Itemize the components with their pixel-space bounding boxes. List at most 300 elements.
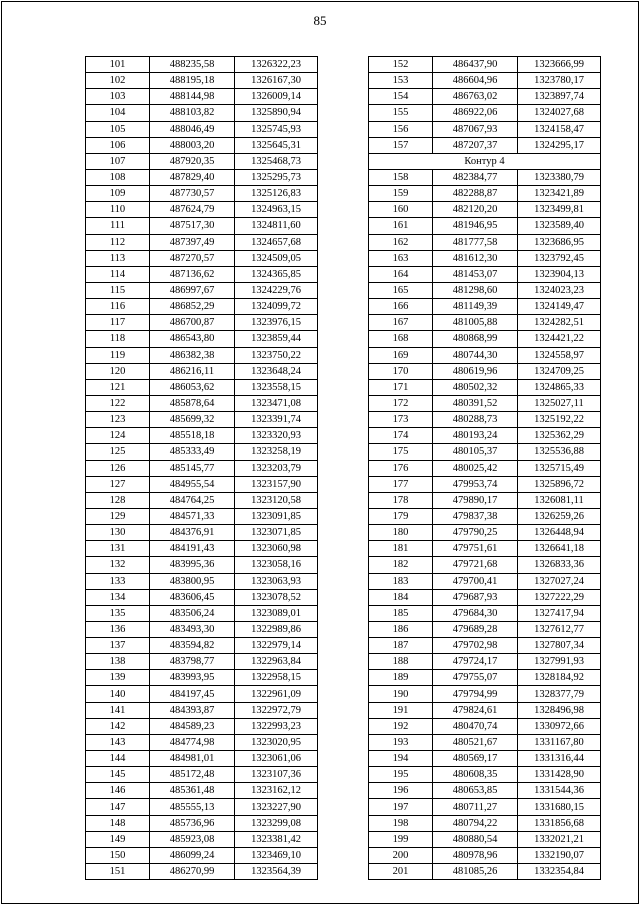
contour-header-cell: Контур 4 [369, 153, 601, 169]
y-coordinate-cell: 1323391,74 [235, 412, 318, 428]
point-number-cell: 168 [369, 331, 433, 347]
y-coordinate-cell: 1324709,25 [518, 363, 601, 379]
x-coordinate-cell: 485172,48 [150, 767, 235, 783]
table-row [369, 412, 601, 428]
point-number-cell: 167 [369, 315, 433, 331]
y-coordinate-cell: 1325715,49 [518, 460, 601, 476]
x-coordinate-cell: 480193,24 [433, 428, 518, 444]
table-row [369, 686, 601, 702]
y-coordinate-cell: 1323258,19 [235, 444, 318, 460]
contour-header-row [369, 153, 601, 169]
y-coordinate-cell: 1327807,34 [518, 638, 601, 654]
point-number-cell: 153 [369, 73, 433, 89]
table-row [369, 815, 601, 831]
point-number-cell: 189 [369, 670, 433, 686]
x-coordinate-cell: 486922,06 [433, 105, 518, 121]
y-coordinate-cell: 1324149,47 [518, 299, 601, 315]
x-coordinate-cell: 479702,98 [433, 638, 518, 654]
table-row [86, 331, 318, 347]
point-number-cell: 126 [86, 460, 150, 476]
y-coordinate-cell: 1323686,95 [518, 234, 601, 250]
table-row [369, 573, 601, 589]
y-coordinate-cell: 1323299,08 [235, 815, 318, 831]
x-coordinate-cell: 481612,30 [433, 250, 518, 266]
x-coordinate-cell: 486997,67 [150, 282, 235, 298]
table-row [86, 363, 318, 379]
point-number-cell: 118 [86, 331, 150, 347]
y-coordinate-cell: 1326009,14 [235, 89, 318, 105]
table-row [86, 89, 318, 105]
y-coordinate-cell: 1323381,42 [235, 831, 318, 847]
coordinate-table-right-body [369, 57, 601, 880]
table-row [86, 573, 318, 589]
table-row [369, 734, 601, 750]
table-row [86, 492, 318, 508]
point-number-cell: 106 [86, 137, 150, 153]
y-coordinate-cell: 1331428,90 [518, 767, 601, 783]
point-number-cell: 169 [369, 347, 433, 363]
y-coordinate-cell: 1328377,79 [518, 686, 601, 702]
table-row [369, 864, 601, 880]
y-coordinate-cell: 1328184,92 [518, 670, 601, 686]
table-row [369, 557, 601, 573]
x-coordinate-cell: 479700,41 [433, 573, 518, 589]
x-coordinate-cell: 486053,62 [150, 379, 235, 395]
table-row [369, 282, 601, 298]
point-number-cell: 120 [86, 363, 150, 379]
x-coordinate-cell: 480868,99 [433, 331, 518, 347]
point-number-cell: 172 [369, 395, 433, 411]
x-coordinate-cell: 480880,54 [433, 831, 518, 847]
point-number-cell: 107 [86, 153, 150, 169]
point-number-cell: 145 [86, 767, 150, 783]
x-coordinate-cell: 488195,18 [150, 73, 235, 89]
y-coordinate-cell: 1323471,08 [235, 395, 318, 411]
point-number-cell: 187 [369, 638, 433, 654]
point-number-cell: 102 [86, 73, 150, 89]
x-coordinate-cell: 488144,98 [150, 89, 235, 105]
point-number-cell: 119 [86, 347, 150, 363]
x-coordinate-cell: 485333,49 [150, 444, 235, 460]
x-coordinate-cell: 484981,01 [150, 751, 235, 767]
x-coordinate-cell: 481149,39 [433, 299, 518, 315]
point-number-cell: 183 [369, 573, 433, 589]
table-row [369, 831, 601, 847]
x-coordinate-cell: 486382,38 [150, 347, 235, 363]
y-coordinate-cell: 1323792,45 [518, 250, 601, 266]
x-coordinate-cell: 486270,99 [150, 864, 235, 880]
x-coordinate-cell: 483798,77 [150, 654, 235, 670]
point-number-cell: 104 [86, 105, 150, 121]
point-number-cell: 103 [86, 89, 150, 105]
table-row [369, 428, 601, 444]
x-coordinate-cell: 481946,95 [433, 218, 518, 234]
point-number-cell: 144 [86, 751, 150, 767]
table-row [86, 605, 318, 621]
point-number-cell: 190 [369, 686, 433, 702]
table-row [369, 331, 601, 347]
x-coordinate-cell: 479724,17 [433, 654, 518, 670]
y-coordinate-cell: 1322958,15 [235, 670, 318, 686]
point-number-cell: 142 [86, 718, 150, 734]
table-row [369, 347, 601, 363]
y-coordinate-cell: 1324963,15 [235, 202, 318, 218]
point-number-cell: 128 [86, 492, 150, 508]
table-row [86, 186, 318, 202]
x-coordinate-cell: 487829,40 [150, 169, 235, 185]
point-number-cell: 188 [369, 654, 433, 670]
x-coordinate-cell: 482384,77 [433, 169, 518, 185]
x-coordinate-cell: 484571,33 [150, 508, 235, 524]
point-number-cell: 186 [369, 621, 433, 637]
y-coordinate-cell: 1331680,15 [518, 799, 601, 815]
point-number-cell: 115 [86, 282, 150, 298]
x-coordinate-cell: 485518,18 [150, 428, 235, 444]
table-row [86, 508, 318, 524]
y-coordinate-cell: 1323421,89 [518, 186, 601, 202]
table-row [86, 751, 318, 767]
point-number-cell: 164 [369, 266, 433, 282]
y-coordinate-cell: 1331167,80 [518, 734, 601, 750]
y-coordinate-cell: 1324865,33 [518, 379, 601, 395]
x-coordinate-cell: 486216,11 [150, 363, 235, 379]
point-number-cell: 184 [369, 589, 433, 605]
x-coordinate-cell: 482120,20 [433, 202, 518, 218]
y-coordinate-cell: 1323078,52 [235, 589, 318, 605]
point-number-cell: 113 [86, 250, 150, 266]
x-coordinate-cell: 479824,61 [433, 702, 518, 718]
table-row [86, 654, 318, 670]
table-row [86, 395, 318, 411]
y-coordinate-cell: 1323089,01 [235, 605, 318, 621]
x-coordinate-cell: 480391,52 [433, 395, 518, 411]
point-number-cell: 129 [86, 508, 150, 524]
point-number-cell: 121 [86, 379, 150, 395]
table-row [86, 847, 318, 863]
y-coordinate-cell: 1325745,93 [235, 121, 318, 137]
x-coordinate-cell: 479837,38 [433, 508, 518, 524]
point-number-cell: 171 [369, 379, 433, 395]
y-coordinate-cell: 1324229,76 [235, 282, 318, 298]
point-number-cell: 199 [369, 831, 433, 847]
point-number-cell: 117 [86, 315, 150, 331]
point-number-cell: 122 [86, 395, 150, 411]
point-number-cell: 152 [369, 57, 433, 73]
y-coordinate-cell: 1323780,17 [518, 73, 601, 89]
x-coordinate-cell: 480502,32 [433, 379, 518, 395]
table-row [86, 815, 318, 831]
table-row [369, 638, 601, 654]
y-coordinate-cell: 1323380,79 [518, 169, 601, 185]
table-row [369, 218, 601, 234]
y-coordinate-cell: 1327027,24 [518, 573, 601, 589]
x-coordinate-cell: 484376,91 [150, 525, 235, 541]
page-number: 85 [313, 13, 327, 28]
y-coordinate-cell: 1323904,13 [518, 266, 601, 282]
point-number-cell: 138 [86, 654, 150, 670]
x-coordinate-cell: 484955,54 [150, 476, 235, 492]
table-row [369, 702, 601, 718]
y-coordinate-cell: 1323107,36 [235, 767, 318, 783]
table-row [369, 508, 601, 524]
x-coordinate-cell: 487067,93 [433, 121, 518, 137]
point-number-cell: 108 [86, 169, 150, 185]
y-coordinate-cell: 1325295,73 [235, 169, 318, 185]
point-number-cell: 146 [86, 783, 150, 799]
table-row [369, 250, 601, 266]
table-row [369, 670, 601, 686]
table-row [369, 767, 601, 783]
point-number-cell: 136 [86, 621, 150, 637]
y-coordinate-cell: 1323564,39 [235, 864, 318, 880]
table-row [86, 864, 318, 880]
x-coordinate-cell: 480711,27 [433, 799, 518, 815]
x-coordinate-cell: 485699,32 [150, 412, 235, 428]
x-coordinate-cell: 483606,45 [150, 589, 235, 605]
x-coordinate-cell: 487920,35 [150, 153, 235, 169]
table-row [369, 121, 601, 137]
point-number-cell: 174 [369, 428, 433, 444]
x-coordinate-cell: 479755,07 [433, 670, 518, 686]
y-coordinate-cell: 1323162,12 [235, 783, 318, 799]
point-number-cell: 116 [86, 299, 150, 315]
point-number-cell: 137 [86, 638, 150, 654]
y-coordinate-cell: 1326641,18 [518, 541, 601, 557]
x-coordinate-cell: 485736,96 [150, 815, 235, 831]
point-number-cell: 193 [369, 734, 433, 750]
x-coordinate-cell: 485923,08 [150, 831, 235, 847]
y-coordinate-cell: 1324811,60 [235, 218, 318, 234]
y-coordinate-cell: 1322989,86 [235, 621, 318, 637]
y-coordinate-cell: 1322961,09 [235, 686, 318, 702]
x-coordinate-cell: 488235,58 [150, 57, 235, 73]
y-coordinate-cell: 1324657,68 [235, 234, 318, 250]
point-number-cell: 175 [369, 444, 433, 460]
point-number-cell: 165 [369, 282, 433, 298]
y-coordinate-cell: 1327612,77 [518, 621, 601, 637]
x-coordinate-cell: 480569,17 [433, 751, 518, 767]
coordinate-table-left [85, 56, 318, 880]
table-row [86, 266, 318, 282]
point-number-cell: 105 [86, 121, 150, 137]
coordinate-table-left-body [86, 57, 318, 880]
x-coordinate-cell: 487624,79 [150, 202, 235, 218]
table-row [86, 621, 318, 637]
y-coordinate-cell: 1322963,84 [235, 654, 318, 670]
point-number-cell: 181 [369, 541, 433, 557]
x-coordinate-cell: 481085,26 [433, 864, 518, 880]
point-number-cell: 162 [369, 234, 433, 250]
x-coordinate-cell: 480744,30 [433, 347, 518, 363]
table-row [369, 589, 601, 605]
x-coordinate-cell: 481777,58 [433, 234, 518, 250]
table-row [369, 525, 601, 541]
y-coordinate-cell: 1331856,68 [518, 815, 601, 831]
table-row [369, 186, 601, 202]
x-coordinate-cell: 480794,22 [433, 815, 518, 831]
x-coordinate-cell: 487270,57 [150, 250, 235, 266]
x-coordinate-cell: 479794,99 [433, 686, 518, 702]
x-coordinate-cell: 486763,02 [433, 89, 518, 105]
point-number-cell: 110 [86, 202, 150, 218]
point-number-cell: 170 [369, 363, 433, 379]
y-coordinate-cell: 1323976,15 [235, 315, 318, 331]
table-row [369, 847, 601, 863]
table-row [86, 799, 318, 815]
y-coordinate-cell: 1323120,58 [235, 492, 318, 508]
x-coordinate-cell: 484764,25 [150, 492, 235, 508]
y-coordinate-cell: 1330972,66 [518, 718, 601, 734]
y-coordinate-cell: 1326081,11 [518, 492, 601, 508]
point-number-cell: 132 [86, 557, 150, 573]
y-coordinate-cell: 1323157,90 [235, 476, 318, 492]
x-coordinate-cell: 488103,82 [150, 105, 235, 121]
x-coordinate-cell: 480619,96 [433, 363, 518, 379]
x-coordinate-cell: 487517,30 [150, 218, 235, 234]
table-row [86, 702, 318, 718]
x-coordinate-cell: 482288,87 [433, 186, 518, 202]
x-coordinate-cell: 480288,73 [433, 412, 518, 428]
table-row [369, 57, 601, 73]
x-coordinate-cell: 480521,67 [433, 734, 518, 750]
point-number-cell: 196 [369, 783, 433, 799]
point-number-cell: 101 [86, 57, 150, 73]
x-coordinate-cell: 486852,29 [150, 299, 235, 315]
point-number-cell: 180 [369, 525, 433, 541]
table-row [86, 718, 318, 734]
point-number-cell: 185 [369, 605, 433, 621]
y-coordinate-cell: 1326322,23 [235, 57, 318, 73]
table-row [86, 57, 318, 73]
point-number-cell: 197 [369, 799, 433, 815]
y-coordinate-cell: 1327417,94 [518, 605, 601, 621]
point-number-cell: 130 [86, 525, 150, 541]
y-coordinate-cell: 1332354,84 [518, 864, 601, 880]
y-coordinate-cell: 1322972,79 [235, 702, 318, 718]
point-number-cell: 163 [369, 250, 433, 266]
table-row [369, 315, 601, 331]
y-coordinate-cell: 1325192,22 [518, 412, 601, 428]
table-row [369, 460, 601, 476]
table-row [86, 557, 318, 573]
y-coordinate-cell: 1323203,79 [235, 460, 318, 476]
y-coordinate-cell: 1325027,11 [518, 395, 601, 411]
table-row [86, 347, 318, 363]
y-coordinate-cell: 1331316,44 [518, 751, 601, 767]
x-coordinate-cell: 479721,68 [433, 557, 518, 573]
y-coordinate-cell: 1325362,29 [518, 428, 601, 444]
table-row [369, 169, 601, 185]
y-coordinate-cell: 1323897,74 [518, 89, 601, 105]
y-coordinate-cell: 1323558,15 [235, 379, 318, 395]
x-coordinate-cell: 483506,24 [150, 605, 235, 621]
point-number-cell: 149 [86, 831, 150, 847]
table-row [369, 73, 601, 89]
point-number-cell: 123 [86, 412, 150, 428]
x-coordinate-cell: 484589,23 [150, 718, 235, 734]
table-row [369, 541, 601, 557]
y-coordinate-cell: 1323859,44 [235, 331, 318, 347]
table-row [369, 137, 601, 153]
table-row [86, 444, 318, 460]
table-row [369, 379, 601, 395]
y-coordinate-cell: 1322979,14 [235, 638, 318, 654]
table-row [86, 412, 318, 428]
point-number-cell: 182 [369, 557, 433, 573]
table-row [86, 525, 318, 541]
table-row [369, 202, 601, 218]
x-coordinate-cell: 480608,35 [433, 767, 518, 783]
y-coordinate-cell: 1323666,99 [518, 57, 601, 73]
point-number-cell: 158 [369, 169, 433, 185]
x-coordinate-cell: 480105,37 [433, 444, 518, 460]
table-row [86, 541, 318, 557]
table-row [86, 250, 318, 266]
y-coordinate-cell: 1324421,22 [518, 331, 601, 347]
table-row [86, 153, 318, 169]
table-row [86, 783, 318, 799]
point-number-cell: 192 [369, 718, 433, 734]
y-coordinate-cell: 1326448,94 [518, 525, 601, 541]
point-number-cell: 161 [369, 218, 433, 234]
table-row [86, 767, 318, 783]
point-number-cell: 173 [369, 412, 433, 428]
y-coordinate-cell: 1325468,73 [235, 153, 318, 169]
table-row [86, 428, 318, 444]
point-number-cell: 111 [86, 218, 150, 234]
y-coordinate-cell: 1325126,83 [235, 186, 318, 202]
table-row [86, 831, 318, 847]
table-row [86, 476, 318, 492]
point-number-cell: 139 [86, 670, 150, 686]
y-coordinate-cell: 1322993,23 [235, 718, 318, 734]
point-number-cell: 147 [86, 799, 150, 815]
table-row [369, 654, 601, 670]
y-coordinate-cell: 1324282,51 [518, 315, 601, 331]
point-number-cell: 112 [86, 234, 150, 250]
y-coordinate-cell: 1327222,29 [518, 589, 601, 605]
x-coordinate-cell: 480470,74 [433, 718, 518, 734]
y-coordinate-cell: 1325896,72 [518, 476, 601, 492]
point-number-cell: 124 [86, 428, 150, 444]
table-row [86, 589, 318, 605]
y-coordinate-cell: 1323020,95 [235, 734, 318, 750]
table-row [369, 621, 601, 637]
table-row [369, 718, 601, 734]
y-coordinate-cell: 1324365,85 [235, 266, 318, 282]
x-coordinate-cell: 487397,49 [150, 234, 235, 250]
point-number-cell: 157 [369, 137, 433, 153]
point-number-cell: 177 [369, 476, 433, 492]
table-row [369, 783, 601, 799]
point-number-cell: 134 [86, 589, 150, 605]
x-coordinate-cell: 483800,95 [150, 573, 235, 589]
x-coordinate-cell: 486700,87 [150, 315, 235, 331]
coordinate-table-right [368, 56, 601, 880]
y-coordinate-cell: 1325645,31 [235, 137, 318, 153]
y-coordinate-cell: 1324027,68 [518, 105, 601, 121]
table-row [369, 363, 601, 379]
table-row [86, 379, 318, 395]
point-number-cell: 156 [369, 121, 433, 137]
point-number-cell: 133 [86, 573, 150, 589]
table-row [369, 234, 601, 250]
point-number-cell: 200 [369, 847, 433, 863]
point-number-cell: 176 [369, 460, 433, 476]
x-coordinate-cell: 483594,82 [150, 638, 235, 654]
x-coordinate-cell: 483993,95 [150, 670, 235, 686]
point-number-cell: 160 [369, 202, 433, 218]
